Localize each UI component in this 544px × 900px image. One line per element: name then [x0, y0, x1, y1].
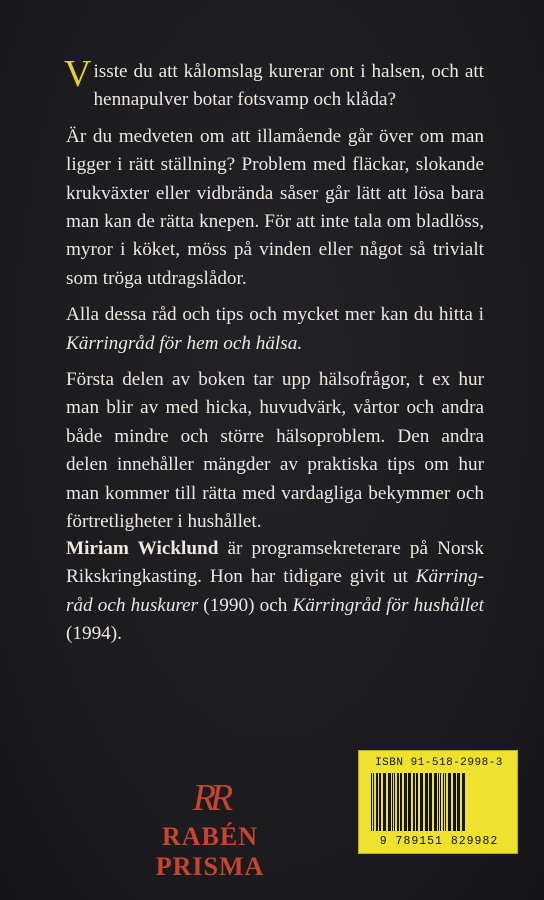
barcode-bar — [416, 773, 418, 831]
barcode-icon — [369, 773, 509, 833]
author-bio — [66, 535, 484, 649]
ean-number: 9 789151 829982 — [379, 835, 499, 848]
author-name: Miriam Wicklund — [66, 538, 219, 559]
barcode-bar — [408, 773, 411, 831]
barcode-bar — [429, 773, 432, 831]
blurb-paragraph-3 — [66, 301, 484, 358]
barcode-bar — [443, 773, 444, 831]
publisher-logo — [110, 778, 310, 882]
barcode-bar — [397, 773, 399, 831]
barcode-bar — [445, 773, 446, 831]
barcode-bar — [388, 773, 391, 831]
book-title: Kärringråd för hem och hälsa. — [66, 332, 303, 354]
barcode-bar — [420, 773, 423, 831]
barcode-bar — [453, 773, 456, 831]
blurb-text — [64, 53, 484, 545]
barcode-bar — [425, 773, 428, 831]
barcode-bar — [440, 773, 441, 831]
barcode-bar — [448, 773, 451, 831]
barcode-bar — [413, 773, 415, 831]
bio-text-2: (1990) och — [198, 594, 293, 616]
publisher-name: RABÉN PRISMA — [155, 822, 265, 881]
author-bio-paragraph — [66, 535, 484, 649]
barcode-bar — [392, 773, 393, 831]
barcode-bar — [373, 773, 374, 831]
blurb-paragraph-2: Är du medveten om att illamående går över om man ligger i rätt ställning? Problem med fläckar, slokande krukväxter eller vidbrända såser går lätt att lösa bara man kan de rätta knepen. För att inte tala om bladlöss, myror i köket, möss på vinden eller något så trivialt som tröga utdragslådor. — [66, 125, 484, 289]
blurb-paragraph-4: Första delen av boken tar upp hälsofrågor, t ex hur man blir av med hicka, huvudvärk, vårtor och andra både mindre och större hälsoproblem. Den andra delen innehåller mängder av praktiska tips om hur man kommer till rätta med vardagliga bekymmer och förtretligheter i hushållet. — [66, 369, 484, 533]
blurb-paragraph-1 — [64, 53, 484, 115]
bio-text-3: (1994). — [66, 623, 122, 645]
drop-cap: V — [64, 53, 92, 95]
barcode-panel — [358, 750, 518, 854]
barcode-bar — [379, 773, 381, 831]
blurb-paragraph-1-text: isste du att kålomslag kurerar ont i halsen, och att hennapulver botar fotsvamp och klåda? — [93, 61, 484, 111]
barcode-bar — [400, 773, 402, 831]
barcode-bar — [383, 773, 386, 831]
blurb-paragraph-3-text: Alla dessa råd och tips och mycket mer kan du hitta i — [66, 304, 484, 326]
barcode-bar — [457, 773, 460, 831]
barcode-bar — [434, 773, 437, 831]
barcode-bar — [438, 773, 439, 831]
barcode-bar — [462, 773, 465, 831]
previous-book-1: Kärringråd och huskurer — [66, 566, 484, 616]
isbn-number: ISBN 91-518-2998-3 — [375, 757, 503, 769]
barcode-bar — [404, 773, 407, 831]
barcode-bar — [394, 773, 395, 831]
barcode-bar — [376, 773, 378, 831]
previous-book-2: Kärringråd för hushållet — [292, 594, 484, 616]
publisher-mark-icon: RR — [192, 777, 228, 819]
bio-text-1: är programsekreterare på Norsk Rikskringkasting. Hon har tidigare givit ut — [66, 538, 484, 588]
barcode-bar — [371, 773, 372, 831]
